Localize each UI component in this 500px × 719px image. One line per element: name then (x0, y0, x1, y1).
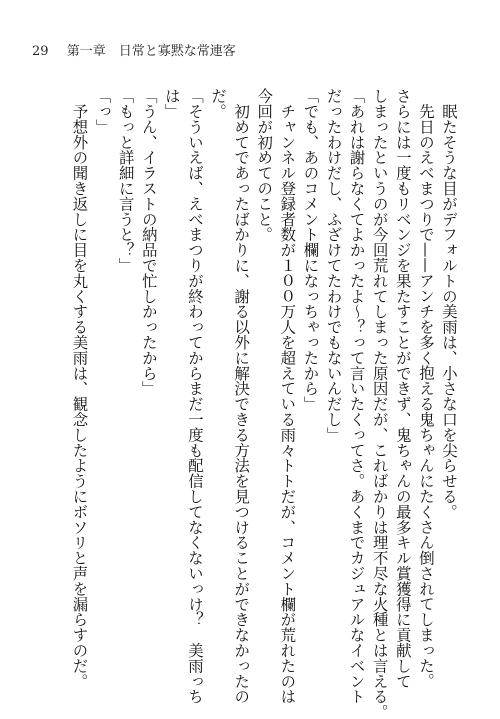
text-line: 今回が初めてのこと。 (255, 88, 274, 242)
text-line: は」 (162, 88, 181, 119)
text-line: 初めてであったばかりに、謝る以外に解決できる方法を見つけることができなかったの (232, 88, 251, 704)
page-number: 29 (32, 44, 49, 59)
text-line: 「でも、あのコメント欄になっちゃったから」 (301, 88, 320, 412)
text-line: 予想外の聞き返しに目を丸くする美雨は、観念したようにボソリと声を漏らすのだ。 (70, 88, 89, 689)
text-line: 「っ」 (93, 88, 112, 135)
text-line: さらには一度もリベンジを果たすことができず、鬼ちゃんの最多キル賞獲得に貢献して (393, 88, 412, 689)
text-line: しまったというのが今回荒れてしまった原因だが、こればかりは理不尽な火種とは言える。 (370, 88, 389, 719)
text-line: 先日のえべまつりで——アンチを多く抱える鬼ちゃんにたくさん倒されてしまった。 (416, 88, 435, 689)
text-line: 「そういえば、えべまつりが終わってからまだ一度も配信してなくないっけ？ 美雨っち (185, 88, 204, 704)
text-line: 「うん、イラストの納品で忙しかったから」 (139, 88, 158, 396)
text-line: 「もっと詳細に言うと？」 (116, 88, 135, 273)
chapter-title: 第一章 日常と寡黙な常連客 (66, 44, 236, 59)
text-line: チャンネル登録者数が１００万人を超えている雨々トトだが、コメント欄が荒れたのは (278, 88, 297, 704)
text-line: 眠たそうな目がデフォルトの美雨は、小さな口を尖らせる。 (440, 88, 458, 520)
body-text (20, 88, 460, 719)
text-line: だったわけだし、ふざけてたわけでもないんだし」 (324, 88, 343, 443)
running-head (32, 40, 236, 59)
text-line: 「あれは謝らなくてよかったよ〜？って言いたくってさ。あくまでカジュアルなイベント (347, 88, 366, 704)
text-line: だ。 (209, 88, 228, 119)
